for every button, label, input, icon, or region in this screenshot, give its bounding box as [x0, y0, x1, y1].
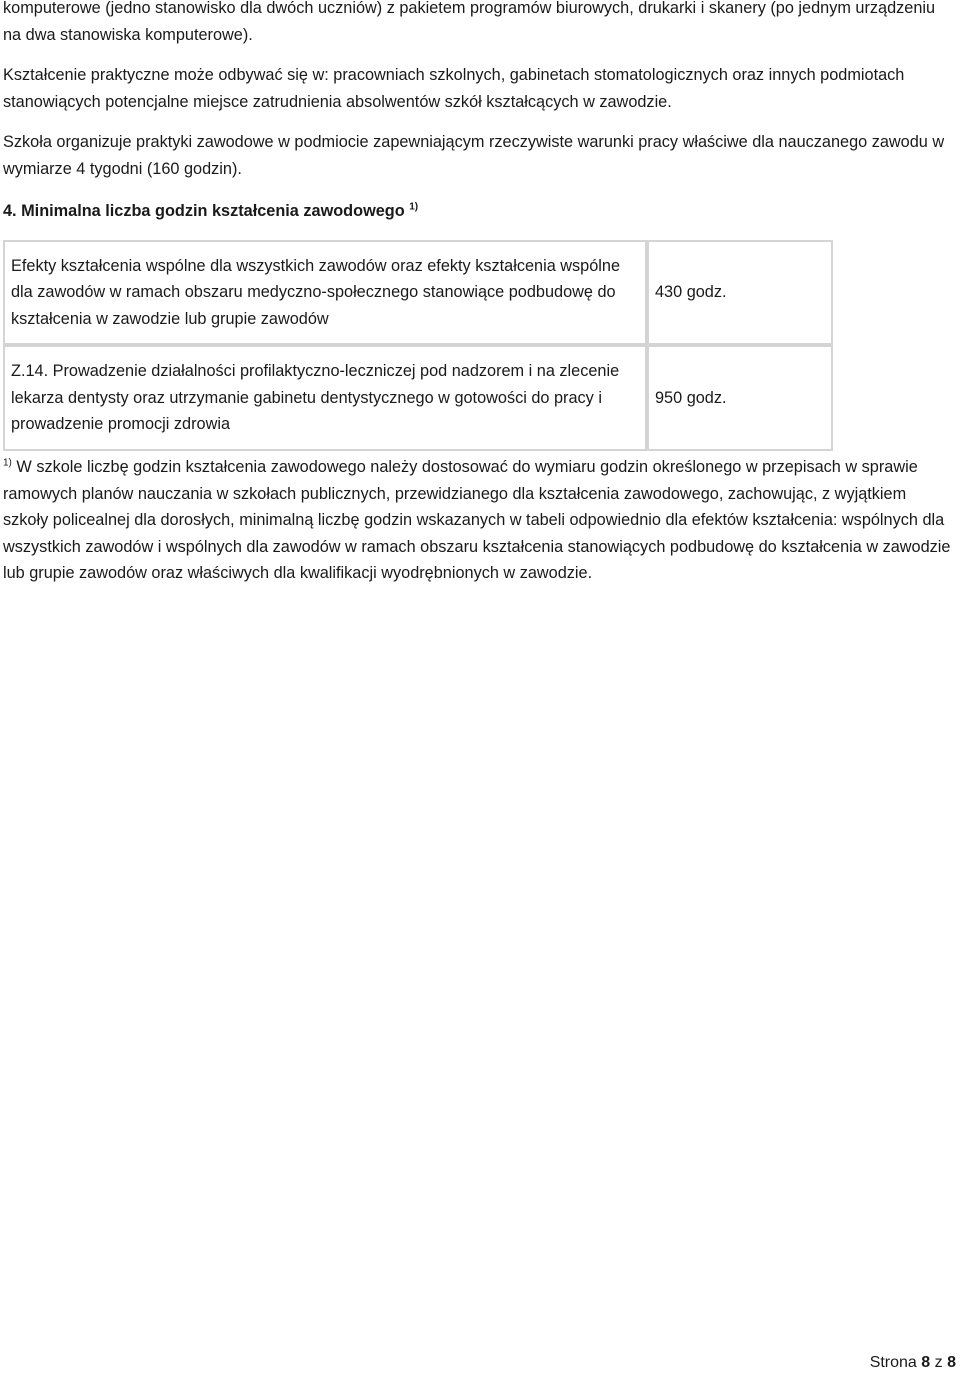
page-number-prefix: Strona [869, 1354, 917, 1371]
hours-table [3, 240, 833, 451]
table-cell-description: Efekty kształcenia wspólne dla wszystkich zawodów oraz efekty kształcenia wspólne dla zawodów w ramach obszaru medyczno-społecznego stanowiące podbudowę do kształcenia w zawodzie lub grupie zawodów [3, 240, 647, 345]
section-heading [3, 198, 418, 224]
footnote [3, 454, 955, 587]
paragraph-equipment: komputerowe (jedno stanowisko dla dwóch uczniów) z pakietem programów biurowych, drukarki i skanery (po jednym urządzeniu na dwa stanowiska komputerowe). [3, 0, 936, 44]
footnote-marker: 1) [3, 457, 12, 469]
paragraph-practical-training: Kształcenie praktyczne może odbywać się w: pracowniach szkolnych, gabinetach stomatologicznych oraz innych podmiotach stanowiących potencjalne miejsce zatrudnienia absolwentów szkół kształcących w zawodzie. [3, 66, 905, 111]
page-number [870, 1352, 956, 1374]
section-heading-text: 4. Minimalna liczba godzin kształcenia zawodowego [3, 202, 405, 220]
table-cell-description: Z.14. Prowadzenie działalności profilaktyczno-leczniczej pod nadzorem i na zlecenie lekarza dentysty oraz utrzymanie gabinetu dentystycznego w gotowości do pracy i prowadzenie promocji zdrowia [3, 345, 647, 451]
paragraph-internships: Szkoła organizuje praktyki zawodowe w podmiocie zapewniającym rzeczywiste warunki pracy właściwe dla nauczanego zawodu w wymiarze 4 tygodni (160 godzin). [3, 133, 945, 178]
table-row [3, 345, 833, 451]
page-number-current: 8 [921, 1354, 931, 1371]
table-row [3, 240, 833, 345]
section-heading-footnote-marker: 1) [409, 201, 419, 213]
table-cell-hours: 950 godz. [647, 345, 833, 451]
page-number-separator: z [934, 1354, 943, 1371]
page-number-total: 8 [947, 1354, 956, 1371]
table-cell-hours: 430 godz. [647, 240, 833, 345]
footnote-text: W szkole liczbę godzin kształcenia zawodowego należy dostosować do wymiaru godzin określonego w przepisach w sprawie ramowych planów nauczania w szkołach publicznych, przewidzianego dla kształcenia zawodowego, zachowując, z wyjątkiem szkoły policealnej dla dorosłych, minimalną liczbę godzin wskazanych w tabeli odpowiednio dla efektów kształcenia: wspólnych dla wszystkich zawodów i wspólnych dla zawodów w ramach obszaru kształcenia stanowiących podbudowę do kształcenia w zawodzie lub grupie zawodów oraz właściwych dla kwalifikacji wyodrębnionych w zawodzie. [3, 458, 951, 582]
